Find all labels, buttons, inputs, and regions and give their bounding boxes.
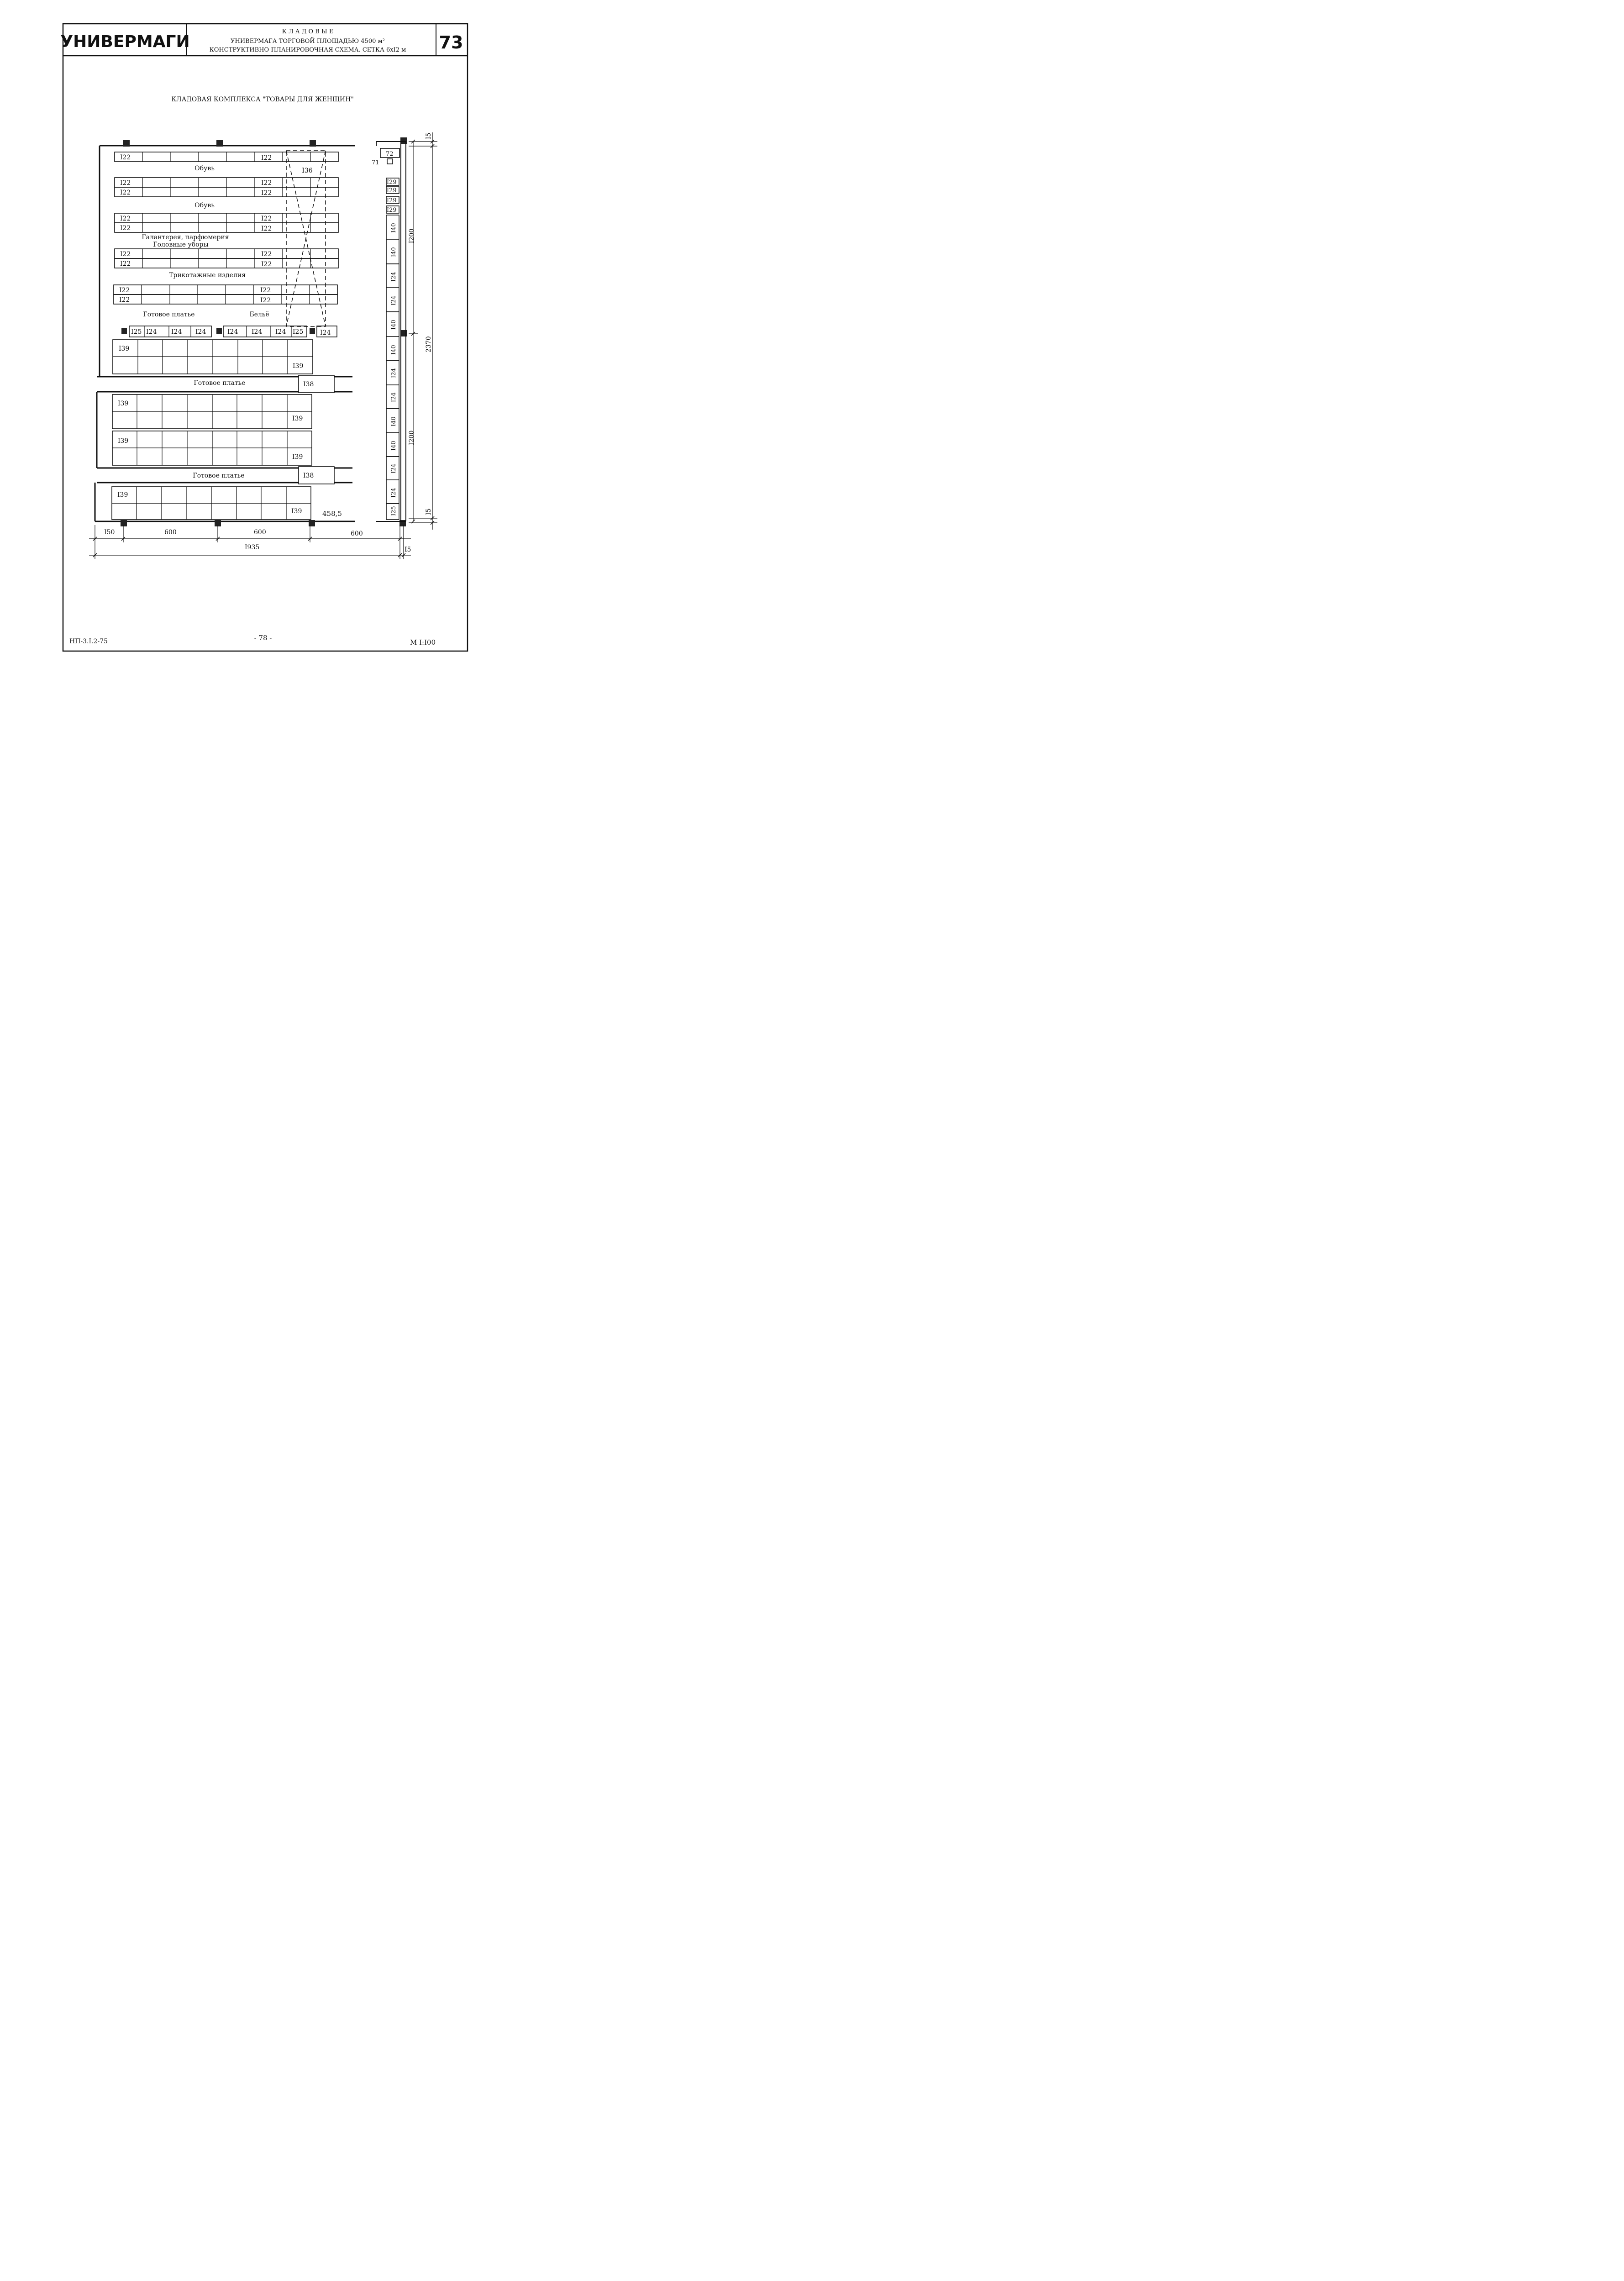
mark-i25: I25 [390,506,397,516]
drawing-scale: М I:I00 [410,638,436,646]
sheet-number: 73 [439,32,463,53]
mark-i22: I22 [261,225,272,232]
zone-label-trikotazh: Трикотажные изделия [169,272,246,279]
rack-grid [112,340,313,520]
mark-i22: I22 [261,179,272,187]
shelf-dividers [142,152,313,304]
counter-labels [131,328,331,336]
mark-i24: I24 [390,295,397,305]
sheet-frame [63,24,468,651]
mark-i22: I22 [261,154,272,162]
mark-i39: I39 [292,415,303,422]
mark-i24: I24 [390,368,397,378]
dim-600: 600 [164,529,177,536]
zone-label-gotovoe: Готовое платье [193,472,245,479]
mark-i22: I22 [120,189,131,196]
right-strip-labels [387,179,397,516]
dim-1935: I935 [245,544,260,551]
dim-150: I50 [104,529,115,536]
dim-600: 600 [254,529,266,536]
dim-600: 600 [351,530,363,537]
rack-blocks [112,340,313,520]
dim-2370: 2370 [425,336,432,352]
mark-i22: I22 [120,179,131,187]
mark-i40: I40 [390,247,397,257]
mark-i24: I24 [195,328,206,336]
mark-72: 72 [386,151,394,158]
zone-label-galantereya: Галантерея, парфюмерия [142,234,229,241]
dim-1200: I200 [408,228,415,243]
mark-i24: I24 [227,328,238,336]
mark-i25: I25 [293,328,304,336]
mark-i22: I22 [119,287,130,294]
mark-i39: I39 [292,453,303,461]
mark-i39: I39 [293,363,304,370]
mark-71: 71 [372,159,379,166]
zone-label-belye: Бельё [249,311,269,318]
mark-i22: I22 [120,251,131,258]
title-line-3: КОНСТРУКТИВНО-ПЛАНИРОВОЧНАЯ СХЕМА. СЕТКА 6хI2 м [209,47,406,53]
mark-i39: I39 [117,491,128,499]
zone-label-golovnye: Головные уборы [153,241,209,248]
dimension-ticks [93,140,434,557]
mark-i24: I24 [390,463,397,473]
mark-i24: I24 [171,328,182,336]
rack-labels [117,345,303,515]
mark-i38: I38 [303,381,314,388]
dim-15-top: I5 [425,132,432,139]
page-number: - 78 - [254,634,272,642]
zone-label-obuv: Обувь [194,202,215,209]
mark-i22: I22 [119,296,130,304]
mark-i40: I40 [390,416,397,426]
drawing-title: КЛАДОВАЯ КОМПЛЕКСА "ТОВАРЫ ДЛЯ ЖЕНЩИН" [171,96,354,103]
area-value: 458,5 [322,510,342,518]
title-line-1: К Л А Д О В Ы Е [282,28,334,35]
mark-i29: I29 [387,179,397,186]
mark-i40: I40 [390,320,397,330]
mark-i25: I25 [131,328,142,336]
dim-15-bottom: I5 [425,508,432,515]
mark-i40: I40 [390,441,397,451]
mark-i24: I24 [275,328,286,336]
mark-i22: I22 [120,215,131,222]
mark-i22: I22 [261,261,272,268]
zone-label-gotovoe: Готовое платье [194,379,246,387]
mark-i24: I24 [320,329,331,336]
mark-i29: I29 [387,197,397,204]
dim-15: I5 [405,546,411,553]
mark-i29: I29 [387,187,397,194]
zone-label-obuv: Обувь [194,165,215,172]
mark-i24: I24 [146,328,157,336]
mark-i24: I24 [252,328,263,336]
mark-i40: I40 [390,223,397,233]
shelf-labels [119,154,272,304]
title-line-2: УНИВЕРМАГА ТОРГОВОЙ ПЛОЩАДЬЮ 4500 м² [231,38,385,45]
mark-i22: I22 [120,225,131,232]
mark-i39: I39 [291,508,302,515]
mark-i38: I38 [303,472,314,479]
mark-i24: I24 [390,488,397,498]
mark-i40: I40 [390,345,397,355]
zone-label-gotovoe: Готовое платье [143,311,195,318]
mark-i22: I22 [260,297,271,304]
mark-i22: I22 [261,189,272,197]
mark-i22: I22 [120,260,131,268]
zone-labels [142,165,269,479]
brand-title: УНИВЕРМАГИ [60,32,190,51]
mark-i22: I22 [261,215,272,222]
mark-i39: I39 [119,345,130,352]
mark-i22: I22 [260,287,271,294]
mark-i29: I29 [387,207,397,214]
mark-i22: I22 [120,154,131,161]
mark-i39: I39 [118,400,129,407]
dim-1200: I200 [408,430,415,445]
mark-i24: I24 [390,392,397,402]
document-code: НП-3.I.2-75 [69,638,108,645]
mark-i24: I24 [390,272,397,282]
zone-i36-dashed [286,151,326,326]
mark-i36: I36 [302,167,313,174]
drawing-sheet [0,0,501,704]
mark-i22: I22 [261,251,272,258]
mark-i39: I39 [118,437,129,445]
counter-i38 [299,375,334,484]
